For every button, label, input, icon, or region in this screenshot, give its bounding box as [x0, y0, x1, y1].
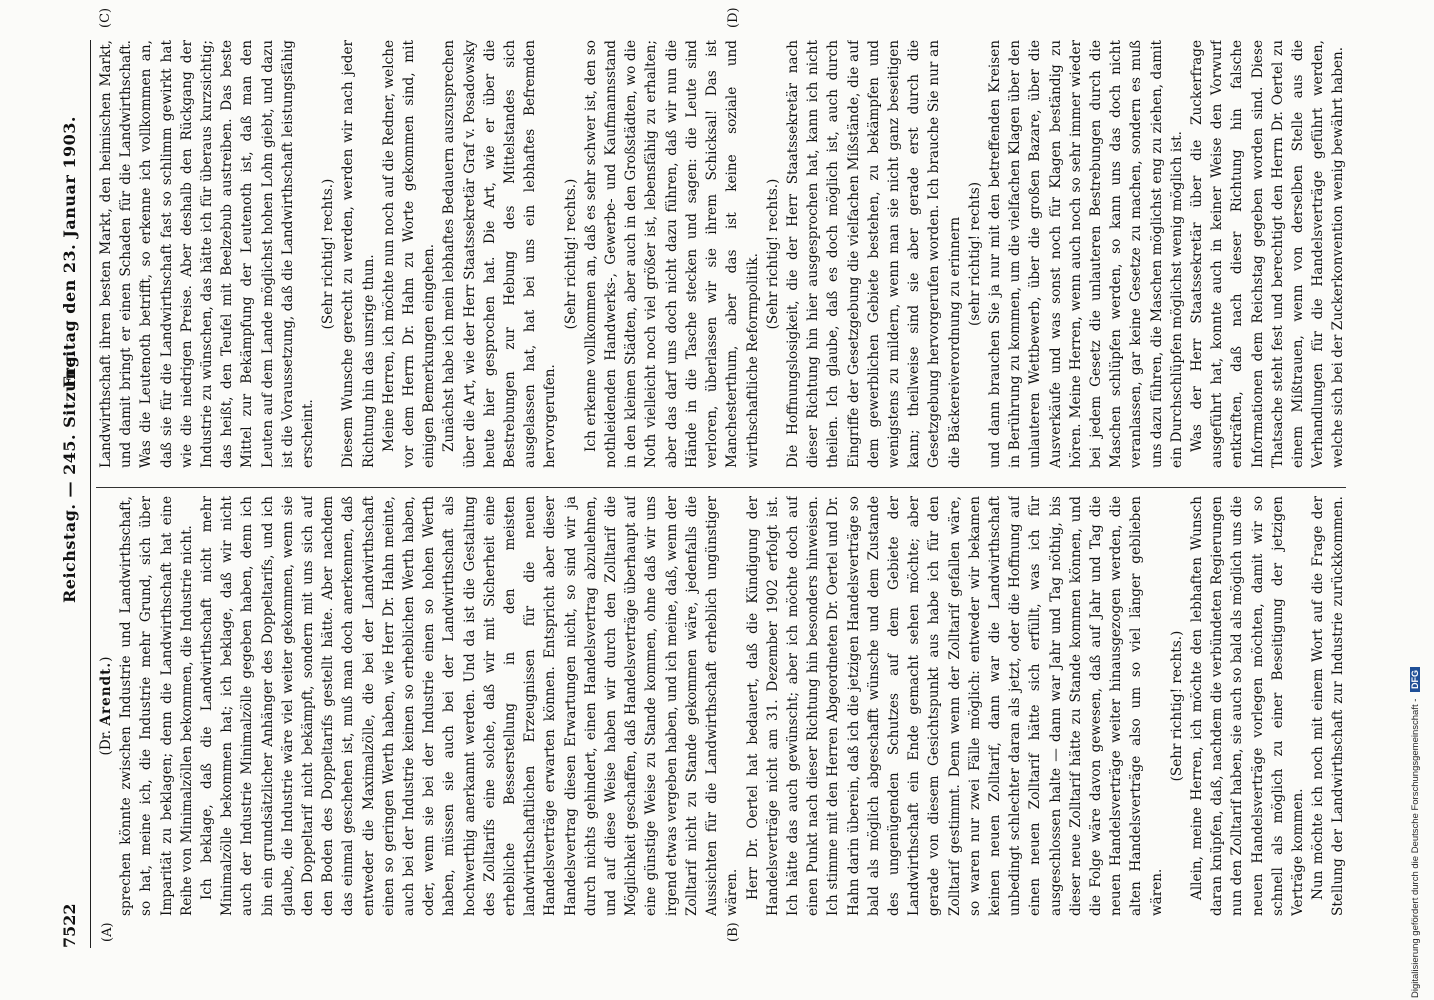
paragraph: Ich beklage, daß die Landwirthschaft nicht mehr Minimalzölle bekommen hat; ich beklage, daß wir nicht auch der Industrie Minimalzölle gegeben haben, denn ich bin ein grundsätzlicher Anhänger des Doppeltarifs, und ich glaube, die Industrie wäre viel weiter gekommen, wenn sie den Doppeltarif nicht bekämpft, sondern mit uns sich auf den Boden des Doppeltarifs gestellt hätte. Aber nachdem das einmal geschehen ist, muß man doch anerkennen, daß entweder die Maximalzölle, die bei der Landwirthschaft einen so geringen Werth haben, wie Herr Dr. Hahn meinte, auch bei der Industrie keinen so erheblichen Werth haben, oder, wenn sie bei der Industrie einen so hohen Werth haben, müssen sie auch bei der Landwirthschaft als hochwerthig anerkannt werden. Und da ist die Gestaltung des Zolltarifs eine solche, daß wir mit Sicherheit eine erhebliche Besserstellung in den meisten landwirthschaftlichen Erzeugnissen für die neuen Handelsverträge erwarten können. Entspricht aber dieser Handelsvertrag diesen Erwartungen nicht, so sind wir ja durch nichts gehindert, einen Handelsvertrag abzulehnen, und auf diese Weise haben wir durch den Zolltarif die Möglichkeit geschaffen, daß Handelsverträge überhaupt auf eine günstige Weise zu Stande kommen, ohne daß wir uns irgend etwas vergeben haben, und ich meine, daß, wenn der Zolltarif nicht zu Stande gekommen wäre, jedenfalls die Aussichten für die Landwirthschaft erheblich ungünstiger wären.	[199, 496, 741, 916]
paragraph: Was der Herr Staatssekretär über die Zuckerfrage ausgeführt hat, konnte auch in keiner Weise den Vorwurf entkräften, daß nach dieser Richtung hin falsche Informationen dem Reichstag gegeben worden sind. Diese Thatsache steht fest und berechtigt den Herrn Dr. Oertel zu einem Mißtrauen, wenn von derselben Stelle aus die Verhandlungen für die Handelsverträge geführt werden, welche sich bei der Zuckerkonvention wenig bewährt haben.	[1188, 40, 1346, 468]
paragraph: Zunächst habe ich mein lebhaftes Bedauern auszusprechen über die Art, wie der Herr Staatssekretär Graf v. Posadowsky heute hier gesprochen hat. Die Art, wie er über die Bestrebungen zur Hebung des Mittelstandes sich ausgelassen hat, hat bei uns ein lebhaftes Befremden hervorgerufen.	[441, 40, 559, 468]
left-column	[96, 496, 1346, 916]
interjection: (Sehr richtig! rechts.)	[562, 178, 579, 330]
credit-text: Digitalisierung gefördert durch die Deutsche Forschungsgemeinschaft -	[1410, 698, 1421, 998]
speaker-prefix: (Dr.	[98, 729, 114, 756]
paragraph: sprechen könnte zwischen Industrie und Landwirthschaft, so hat, meine ich, die Industrie mehr Grund, sich über Imparität zu beklagen; denn die Landwirthschaft hat eine Reihe von Minimalzöllen bekommen, die Industrie nicht.	[118, 496, 195, 916]
interjection: (Sehr richtig! rechts.)	[764, 178, 781, 330]
speaker-suffix: )	[98, 656, 114, 662]
page-number: 7522	[60, 903, 79, 948]
interjection: (Sehr richtig! rechts.)	[1168, 630, 1185, 782]
paragraph: Diesem Wunsche gerecht zu werden, werden wir nach jeder Richtung hin das unsrige thun.	[340, 40, 377, 468]
paragraph: Nun möchte ich noch mit einem Wort auf die Frage der Stellung der Landwirthschaft zur Industrie zurückkommen.	[1310, 496, 1346, 916]
margin-mark-b: (B)	[726, 922, 741, 942]
column-divider	[96, 487, 1346, 488]
interjection: (sehr richtig! rechts)	[966, 181, 983, 327]
paragraph: Ich erkenne vollkommen an, daß es sehr schwer ist, den so nothleidenden Handwerks-, Gewerbe- und Kaufmannsstand in den kleinen Städten, aber auch in den Großstädten, wo die Noth vielleicht noch viel größer ist, lebensfähig zu erhalten; aber das darf uns doch nicht dazu führen, daß wir nun die Hände in die Tasche stecken und sagen: die Leute sind verloren, überlassen wir sie ihrem Schicksal! Das ist Manchesterthum, aber das ist keine soziale und wirthschaftliche Reformpolitik.	[582, 40, 761, 468]
margin-mark-d: (D)	[726, 7, 741, 28]
running-header	[60, 40, 86, 948]
paragraph: Meine Herren, ich möchte nun noch auf die Redner, welche vor dem Herrn Dr. Hahn zu Worte gekommen sind, mit einigen Bemerkungen eingehen.	[380, 40, 438, 468]
margin-mark-c: (C)	[98, 7, 113, 28]
digitization-credit	[1410, 8, 1430, 998]
paragraph: Landwirthschaft ihren besten Markt, den heimischen Markt, und damit bringt er einen Schaden für die Landwirthschaft. Was die Leutenoth betrifft, so erkenne ich vollkommen an, daß sie für die Landwirthschaft fast so schlimm gewirkt hat wie die niedrigen Preise. Aber deshalb den Rückgang der Industrie zu wünschen, das hätte ich für überaus kurzsichtig; das heißt, den Teufel mit Beelzebub austreiben. Das beste Mittel zur Bekämpfung der Leutenoth ist, daß man den Leuten auf dem Lande möglichst hohen Lohn giebt, und dazu ist die Voraussetzung, daß die Landwirthschaft leistungsfähig erscheint.	[98, 40, 317, 468]
interjection: (Sehr richtig! rechts.)	[320, 178, 337, 330]
paragraph: und dann brauchen Sie ja nur mit den betreffenden Kreisen in Berührung zu kommen, um die vielfachen Klagen über den unlauteren Wettbewerb, über die großen Bazare, über die Ausverkäufe und was sonst noch für Klagen beständig zu hören. Meine Herren, wenn auch noch so sehr immer wieder bei jedem Gesetz die unlauteren Bestrebungen durch die Maschen schlüpfen werden, so kann uns das doch nicht veranlassen, gar keine Gesetze zu machen, sondern es muß uns dazu führen, die Maschen möglichst eng zu ziehen, damit ein Durchschlüpfen möglichst wenig möglich ist.	[986, 40, 1185, 468]
paragraph: Die Hoffnungslosigkeit, die der Herr Staatssekretär nach dieser Richtung hin hier ausgesprochen hat, kann ich nicht theilen. Ich glaube, daß es doch möglich ist, auch durch Eingriffe der Gesetzgebung die vielfachen Mißstände, die auf dem gewerblichen Gebiete bestehen, zu bekämpfen und wenigstens zu mildern, wenn man sie nicht ganz beseitigen kann; theilweise sind sie aber gerade erst durch die Gesetzgebung hervorgerufen worden. Ich brauche Sie nur an die Bäckereiverordnung zu erinnern	[784, 40, 963, 468]
header-rule	[90, 40, 91, 948]
paragraph: Allein, meine Herren, ich möchte den lebhaften Wunsch daran knüpfen, daß, nachdem die verbündeten Regierungen nun den Zolltarif haben, sie auch so bald als möglich uns die neuen Handelsverträge vorlegen möchten, damit wir so schnell als möglich zu einer Beseitigung der jetzigen Verträge kommen.	[1188, 496, 1306, 916]
session-title: Reichstag. — 245. Sitzung.	[60, 349, 79, 603]
session-date: Freitag den 23. Januar 1903.	[60, 116, 79, 388]
speaker-name: Arendt.	[98, 661, 114, 726]
paragraph: Herr Dr. Oertel hat bedauert, daß die Kündigung der Handelsverträge nicht am 31. Dezember 1902 erfolgt ist. Ich hätte das auch gewünscht; aber ich möchte doch auf einen Punkt nach dieser Richtung hin besonders hinweisen. Ich stimme mit den Herren Abgeordneten Dr. Oertel und Dr. Hahn darin überein, daß ich die jetzigen Handelsverträge so bald als möglich abgeschafft wünsche und dem Zustande des ungenügenden Schutzes auf dem Gebiete der Landwirthschaft ein Ende gemacht sehen möchte; aber gerade von diesem Gesichtspunkt aus habe ich für den Zolltarif gestimmt. Denn wenn der Zolltarif gefallen wäre, so waren nur zwei Fälle möglich: entweder wir bekamen keinen neuen Zolltarif, dann war die Landwirthschaft unbedingt schlechter daran als jetzt, oder die Hoffnung auf einen neuen Zolltarif hätte sich erfüllt, was ich für ausgeschlossen halte — dann war Jahr und Tag nöthig, bis dieser neue Zolltarif hätte zu Stande kommen können, und die Folge wäre davon gewesen, daß auf Jahr und Tag die neuen Handelsverträge weiter hinausgezogen werden, die alten Handelsverträge also um so viel länger geblieben wären.	[744, 496, 1165, 916]
speaker-line	[96, 496, 116, 916]
margin-mark-a: (A)	[100, 922, 115, 942]
dfg-logo: DFG	[1410, 667, 1420, 692]
right-column	[96, 40, 1346, 468]
